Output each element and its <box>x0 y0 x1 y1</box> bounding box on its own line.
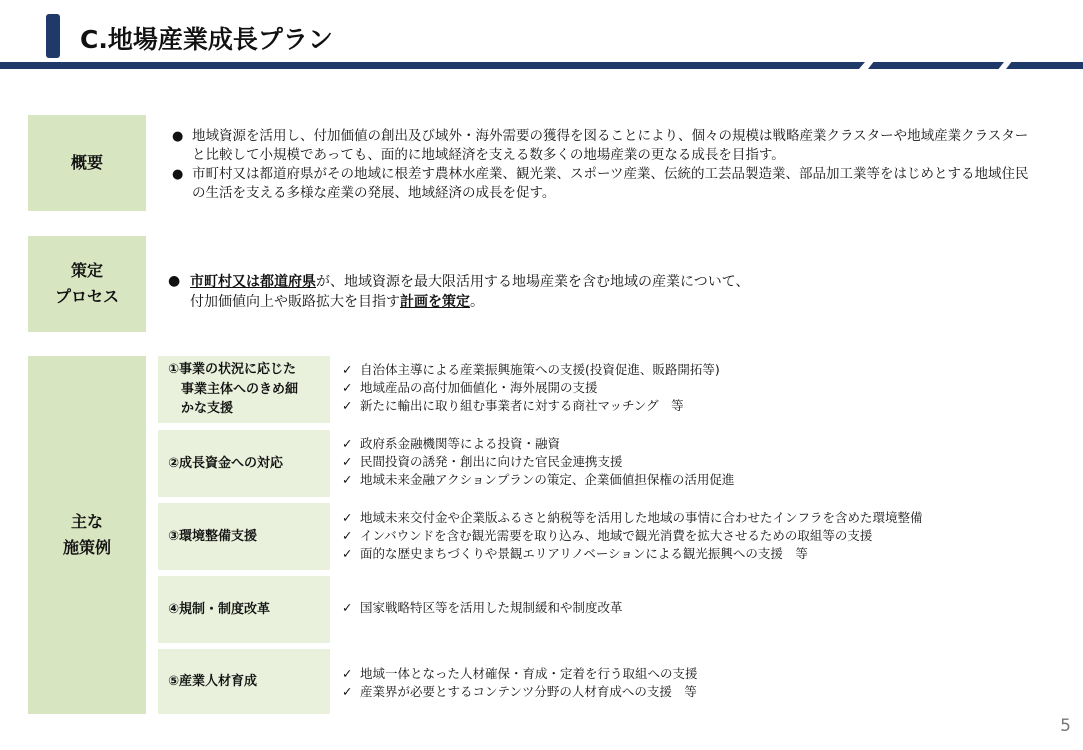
process-label-line: プロセス <box>54 287 119 306</box>
measure-category <box>158 576 330 643</box>
page-title: C.地場産業成長プラン <box>80 25 333 54</box>
check-item <box>342 665 1062 683</box>
check-text: 民間投資の誘発・創出に向けた官民金連携支援 <box>360 454 623 469</box>
check-icon: ✓ <box>342 666 353 681</box>
measure-checklist <box>342 509 1072 563</box>
measure-category-text: ③環境整備支援 <box>168 528 258 544</box>
check-icon: ✓ <box>342 472 353 487</box>
process-text <box>168 272 749 312</box>
process-emphasis: 計画を策定 <box>400 294 470 310</box>
check-text: 産業界が必要とするコンテンツ分野の人材育成への支援 等 <box>360 684 697 699</box>
overview-bullets <box>172 127 1032 203</box>
check-item <box>342 435 1062 453</box>
check-item <box>342 397 1062 415</box>
process-text-part: 。 <box>470 294 484 310</box>
overview-label-text: 概要 <box>70 153 103 173</box>
overview-label <box>28 115 146 211</box>
check-icon: ✓ <box>342 684 353 699</box>
bullet-icon: ● <box>172 129 184 144</box>
check-text: インバウンドを含む観光需要を取り込み、地域で観光消費を拡大させるための取組等の支援 <box>360 528 873 543</box>
check-item <box>342 453 1062 471</box>
title-accent-bar <box>46 14 60 58</box>
measure-checklist <box>342 361 1062 415</box>
page-number: 5 <box>1060 716 1071 736</box>
overview-bullet <box>172 127 1032 165</box>
check-text: 政府系金融機関等による投資・融資 <box>360 436 561 451</box>
measure-checklist <box>342 599 1062 617</box>
check-text: 地域未来金融アクションプランの策定、企業価値担保権の活用促進 <box>360 472 735 487</box>
measure-category-text: ④規制・制度改革 <box>168 601 271 617</box>
check-text: 新たに輸出に取り組む事業者に対する商社マッチング 等 <box>360 398 684 413</box>
header-rule <box>0 62 865 69</box>
check-item <box>342 527 1072 545</box>
check-icon: ✓ <box>342 398 353 413</box>
check-item <box>342 361 1062 379</box>
check-text: 地域一体となった人材確保・育成・定着を行う取組への支援 <box>360 666 698 681</box>
measures-label-line: 施策例 <box>62 538 111 557</box>
check-item <box>342 379 1062 397</box>
check-text: 面的な歴史まちづくりや景観エリアリノベーションによる観光振興への支援 等 <box>360 546 808 561</box>
check-text: 地域未来交付金や企業版ふるさと納税等を活用した地域の事情に合わせたインフラを含めた環境整備 <box>360 510 923 525</box>
measure-checklist <box>342 665 1062 701</box>
check-icon: ✓ <box>342 600 353 615</box>
check-item <box>342 545 1072 563</box>
bullet-icon: ● <box>172 167 184 182</box>
check-icon: ✓ <box>342 454 353 469</box>
process-emphasis: 市町村又は都道府県 <box>190 274 316 290</box>
measure-checklist <box>342 435 1062 489</box>
check-icon: ✓ <box>342 510 353 525</box>
measures-label <box>28 356 146 714</box>
check-text: 地域産品の高付加価値化・海外展開の支援 <box>360 380 598 395</box>
measure-category <box>158 649 330 714</box>
bullet-icon: ● <box>168 273 181 289</box>
check-icon: ✓ <box>342 546 353 561</box>
check-item <box>342 599 1062 617</box>
header-rule-segment <box>1006 62 1083 69</box>
measure-category <box>158 356 330 423</box>
measures-label-line: 主な <box>70 512 103 532</box>
check-item <box>342 683 1062 701</box>
process-label-line: 策定 <box>70 261 103 281</box>
measure-category-text: ⑤産業人材育成 <box>168 673 258 689</box>
check-text: 自治体主導による産業振興施策への支援(投資促進、販路開拓等) <box>360 362 720 377</box>
overview-bullet-text: 地域資源を活用し、付加価値の創出及び域外・海外需要の獲得を図ることにより、個々の規模は戦略産業クラスターや地域産業クラスターと比較して小規模であっても、面的に地域経済を支える数多くの地場産業の更なる成長を目指す。 <box>192 128 1029 163</box>
check-text: 国家戦略特区等を活用した規制緩和や制度改革 <box>360 600 623 615</box>
measure-category-text: ①事業の状況に応じた 事業主体へのきめ細 かな支援 <box>168 362 299 417</box>
overview-bullet-text: 市町村又は都道府県がその地域に根差す農林水産業、観光業、スポーツ産業、伝統的工芸品製造業、部品加工業等をはじめとする地域住民の生活を支える多様な産業の発展、地域経済の成長を促す。 <box>192 166 1029 201</box>
check-icon: ✓ <box>342 528 353 543</box>
check-icon: ✓ <box>342 362 353 377</box>
process-text-part: が、地域資源を最大限活用する地場産業を含む地域の産業について、 <box>316 274 750 290</box>
measure-category <box>158 430 330 497</box>
check-icon: ✓ <box>342 436 353 451</box>
overview-bullet <box>172 165 1032 203</box>
header-rule-segment <box>868 62 1004 69</box>
check-item <box>342 471 1062 489</box>
process-label <box>28 236 146 332</box>
measure-category <box>158 503 330 570</box>
measure-category-text: ②成長資金への対応 <box>168 455 284 471</box>
check-item <box>342 509 1072 527</box>
check-icon: ✓ <box>342 380 353 395</box>
process-text-part: 付加価値向上や販路拡大を目指す <box>190 294 400 310</box>
